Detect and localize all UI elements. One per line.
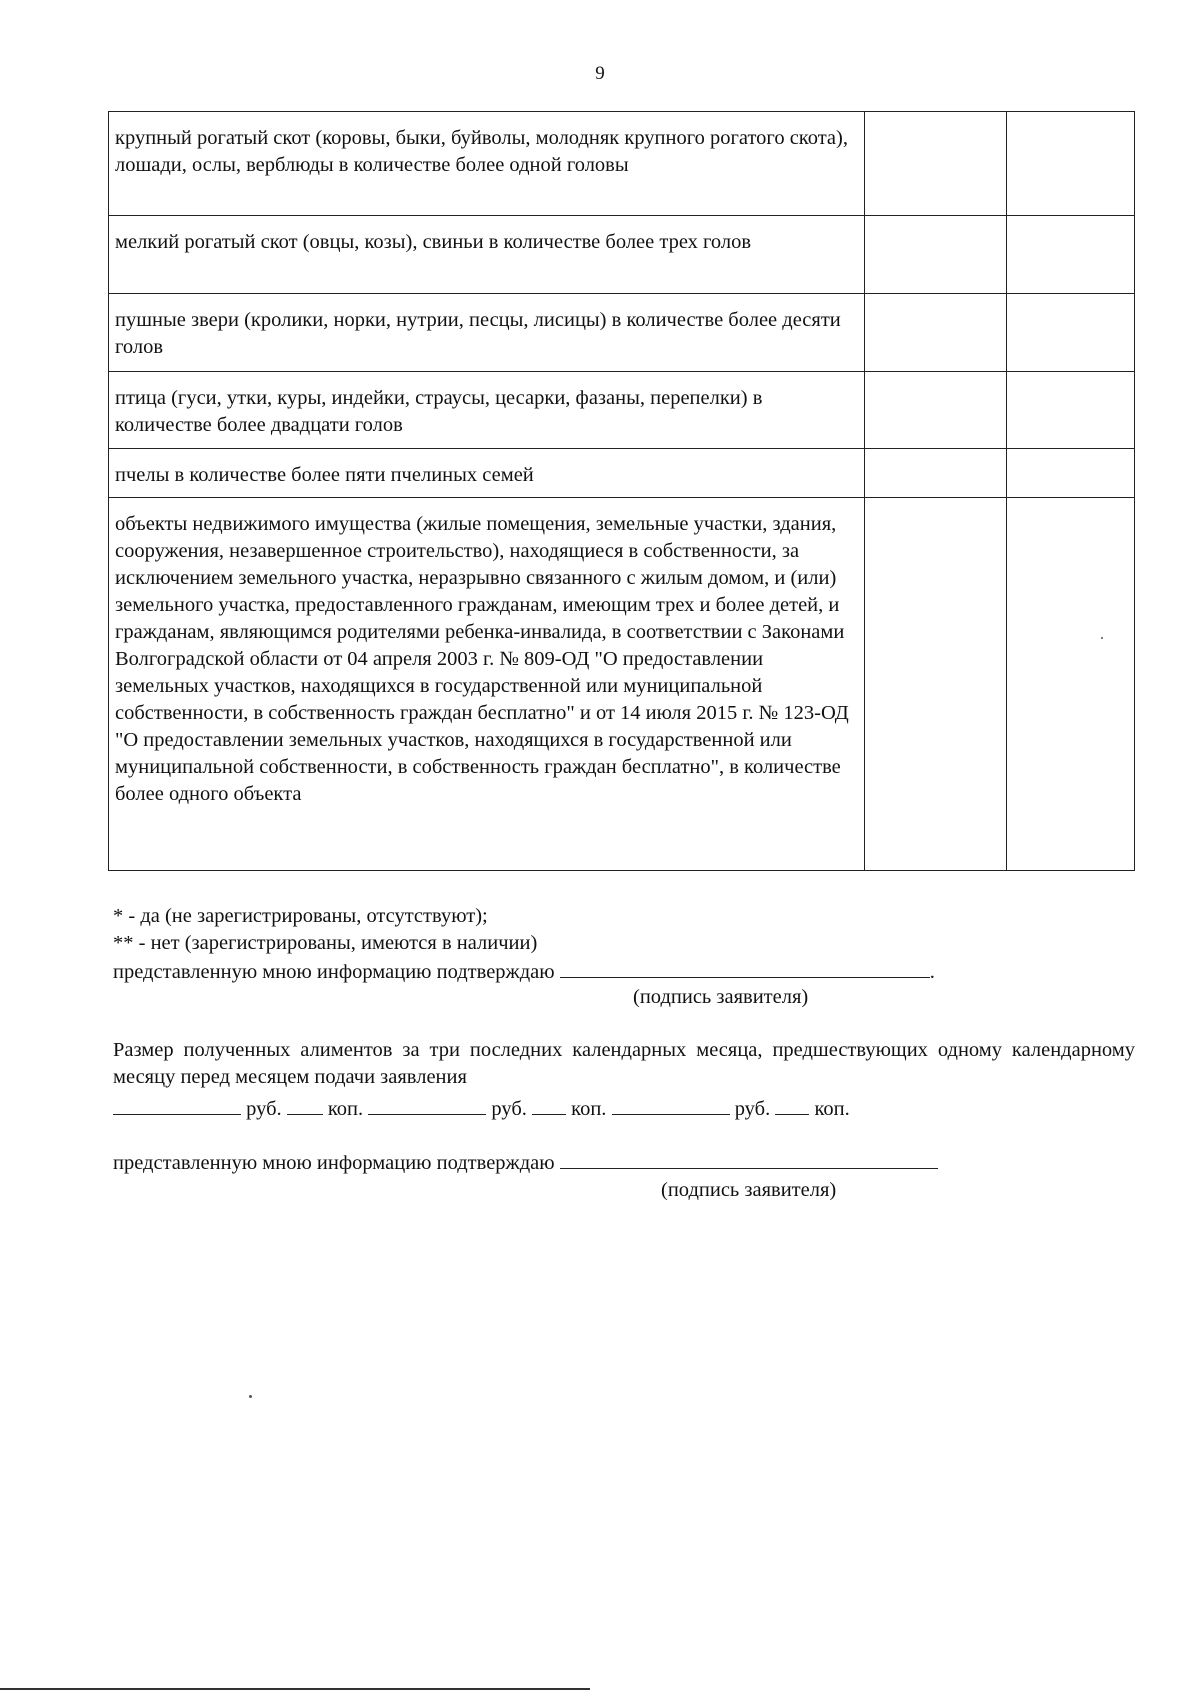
scan-speck xyxy=(249,1395,252,1398)
confirm-period: . xyxy=(929,961,935,983)
kop-label: коп. xyxy=(571,1098,607,1120)
confirm-line-2 xyxy=(113,1148,938,1177)
rub-label: руб. xyxy=(491,1098,527,1120)
answer-yes-cell[interactable] xyxy=(865,112,1007,216)
rub-label: руб. xyxy=(246,1098,282,1120)
table-row xyxy=(109,294,1135,372)
confirm-line xyxy=(113,957,1143,986)
answer-yes-cell[interactable] xyxy=(865,372,1007,449)
footnotes xyxy=(113,903,1143,986)
answer-yes-cell[interactable] xyxy=(865,498,1007,871)
answer-yes-cell[interactable] xyxy=(865,294,1007,372)
kop-label: коп. xyxy=(327,1098,364,1120)
confirm-label: представленную мною информацию подтверждаю xyxy=(113,1152,555,1174)
amount-kop-field-1[interactable] xyxy=(287,1094,323,1115)
table-row xyxy=(109,112,1135,216)
row-description: объекты недвижимого имущества (жилые помещения, земельные участки, здания, сооружения, незавершенное строительство), находящиеся в собственности, за исключением земельного участка, неразрывно связанного с жилым домом, и (или) земельного участка, предоставленного гражданам, имеющим трех и более детей, и гражданам, являющимся родителями ребенка-инвалида, в соответствии с Законами Волгоградской области от 04 апреля 2003 г. № 809-ОД "О предоставлении земельных участков, находящихся в государственной или муниципальной собственности, в собственность граждан бесплатно" и от 14 июля 2015 г. № 123-ОД "О предоставлении земельных участков, находящихся в государственной или муниципальной собственности, в собственность граждан бесплатно", в количестве более одного объекта xyxy=(109,498,865,871)
table-row xyxy=(109,498,1135,871)
kop-label: коп. xyxy=(814,1098,850,1120)
row-description: крупный рогатый скот (коровы, быки, буйволы, молодняк крупного рогатого скота), лошади, ослы, верблюды в количестве более одной головы xyxy=(109,112,865,216)
amount-rub-field-2[interactable] xyxy=(368,1094,486,1115)
table-row xyxy=(109,372,1135,449)
amount-rub-field-3[interactable] xyxy=(612,1094,730,1115)
signature-caption: (подпись заявителя) xyxy=(633,986,809,1008)
answer-no-cell[interactable] xyxy=(1007,216,1135,294)
amount-rub-field-1[interactable] xyxy=(113,1094,241,1115)
row-description: пушные звери (кролики, норки, нутрии, песцы, лисицы) в количестве более десяти голов xyxy=(109,294,865,372)
row-description: пчелы в количестве более пяти пчелиных семей xyxy=(109,449,865,498)
answer-no-cell[interactable] xyxy=(1007,498,1135,871)
table-row xyxy=(109,216,1135,294)
alimony-amounts xyxy=(113,1094,850,1123)
row-description: птица (гуси, утки, куры, индейки, страусы, цесарки, фазаны, перепелки) в количестве более двадцати голов xyxy=(109,372,865,449)
row-description: мелкий рогатый скот (овцы, козы), свиньи в количестве более трех голов xyxy=(109,216,865,294)
page-number: 9 xyxy=(595,63,605,84)
rub-label: руб. xyxy=(734,1098,771,1120)
amount-kop-field-2[interactable] xyxy=(532,1094,566,1115)
table-row xyxy=(109,449,1135,498)
signature-field-2[interactable] xyxy=(560,1148,938,1169)
answer-no-cell[interactable] xyxy=(1007,449,1135,498)
scan-edge-line xyxy=(0,1688,590,1690)
amount-kop-field-3[interactable] xyxy=(775,1094,809,1115)
property-table xyxy=(108,111,1135,871)
scan-speck xyxy=(1101,637,1103,639)
answer-no-cell[interactable] xyxy=(1007,112,1135,216)
answer-no-cell[interactable] xyxy=(1007,372,1135,449)
answer-yes-cell[interactable] xyxy=(865,216,1007,294)
no-footnote: ** - нет (зарегистрированы, имеются в наличии) xyxy=(113,932,538,954)
alimony-paragraph: Размер полученных алиментов за три последних календарных месяца, предшествующих одному календарному месяцу перед месяцем подачи заявления xyxy=(113,1039,1135,1088)
signature-caption-2: (подпись заявителя) xyxy=(661,1179,837,1201)
answer-yes-cell[interactable] xyxy=(865,449,1007,498)
signature-field[interactable] xyxy=(560,957,930,978)
answer-no-cell[interactable] xyxy=(1007,294,1135,372)
confirm-label: представленную мною информацию подтверждаю xyxy=(113,961,555,983)
yes-footnote: * - да (не зарегистрированы, отсутствуют); xyxy=(113,905,488,927)
